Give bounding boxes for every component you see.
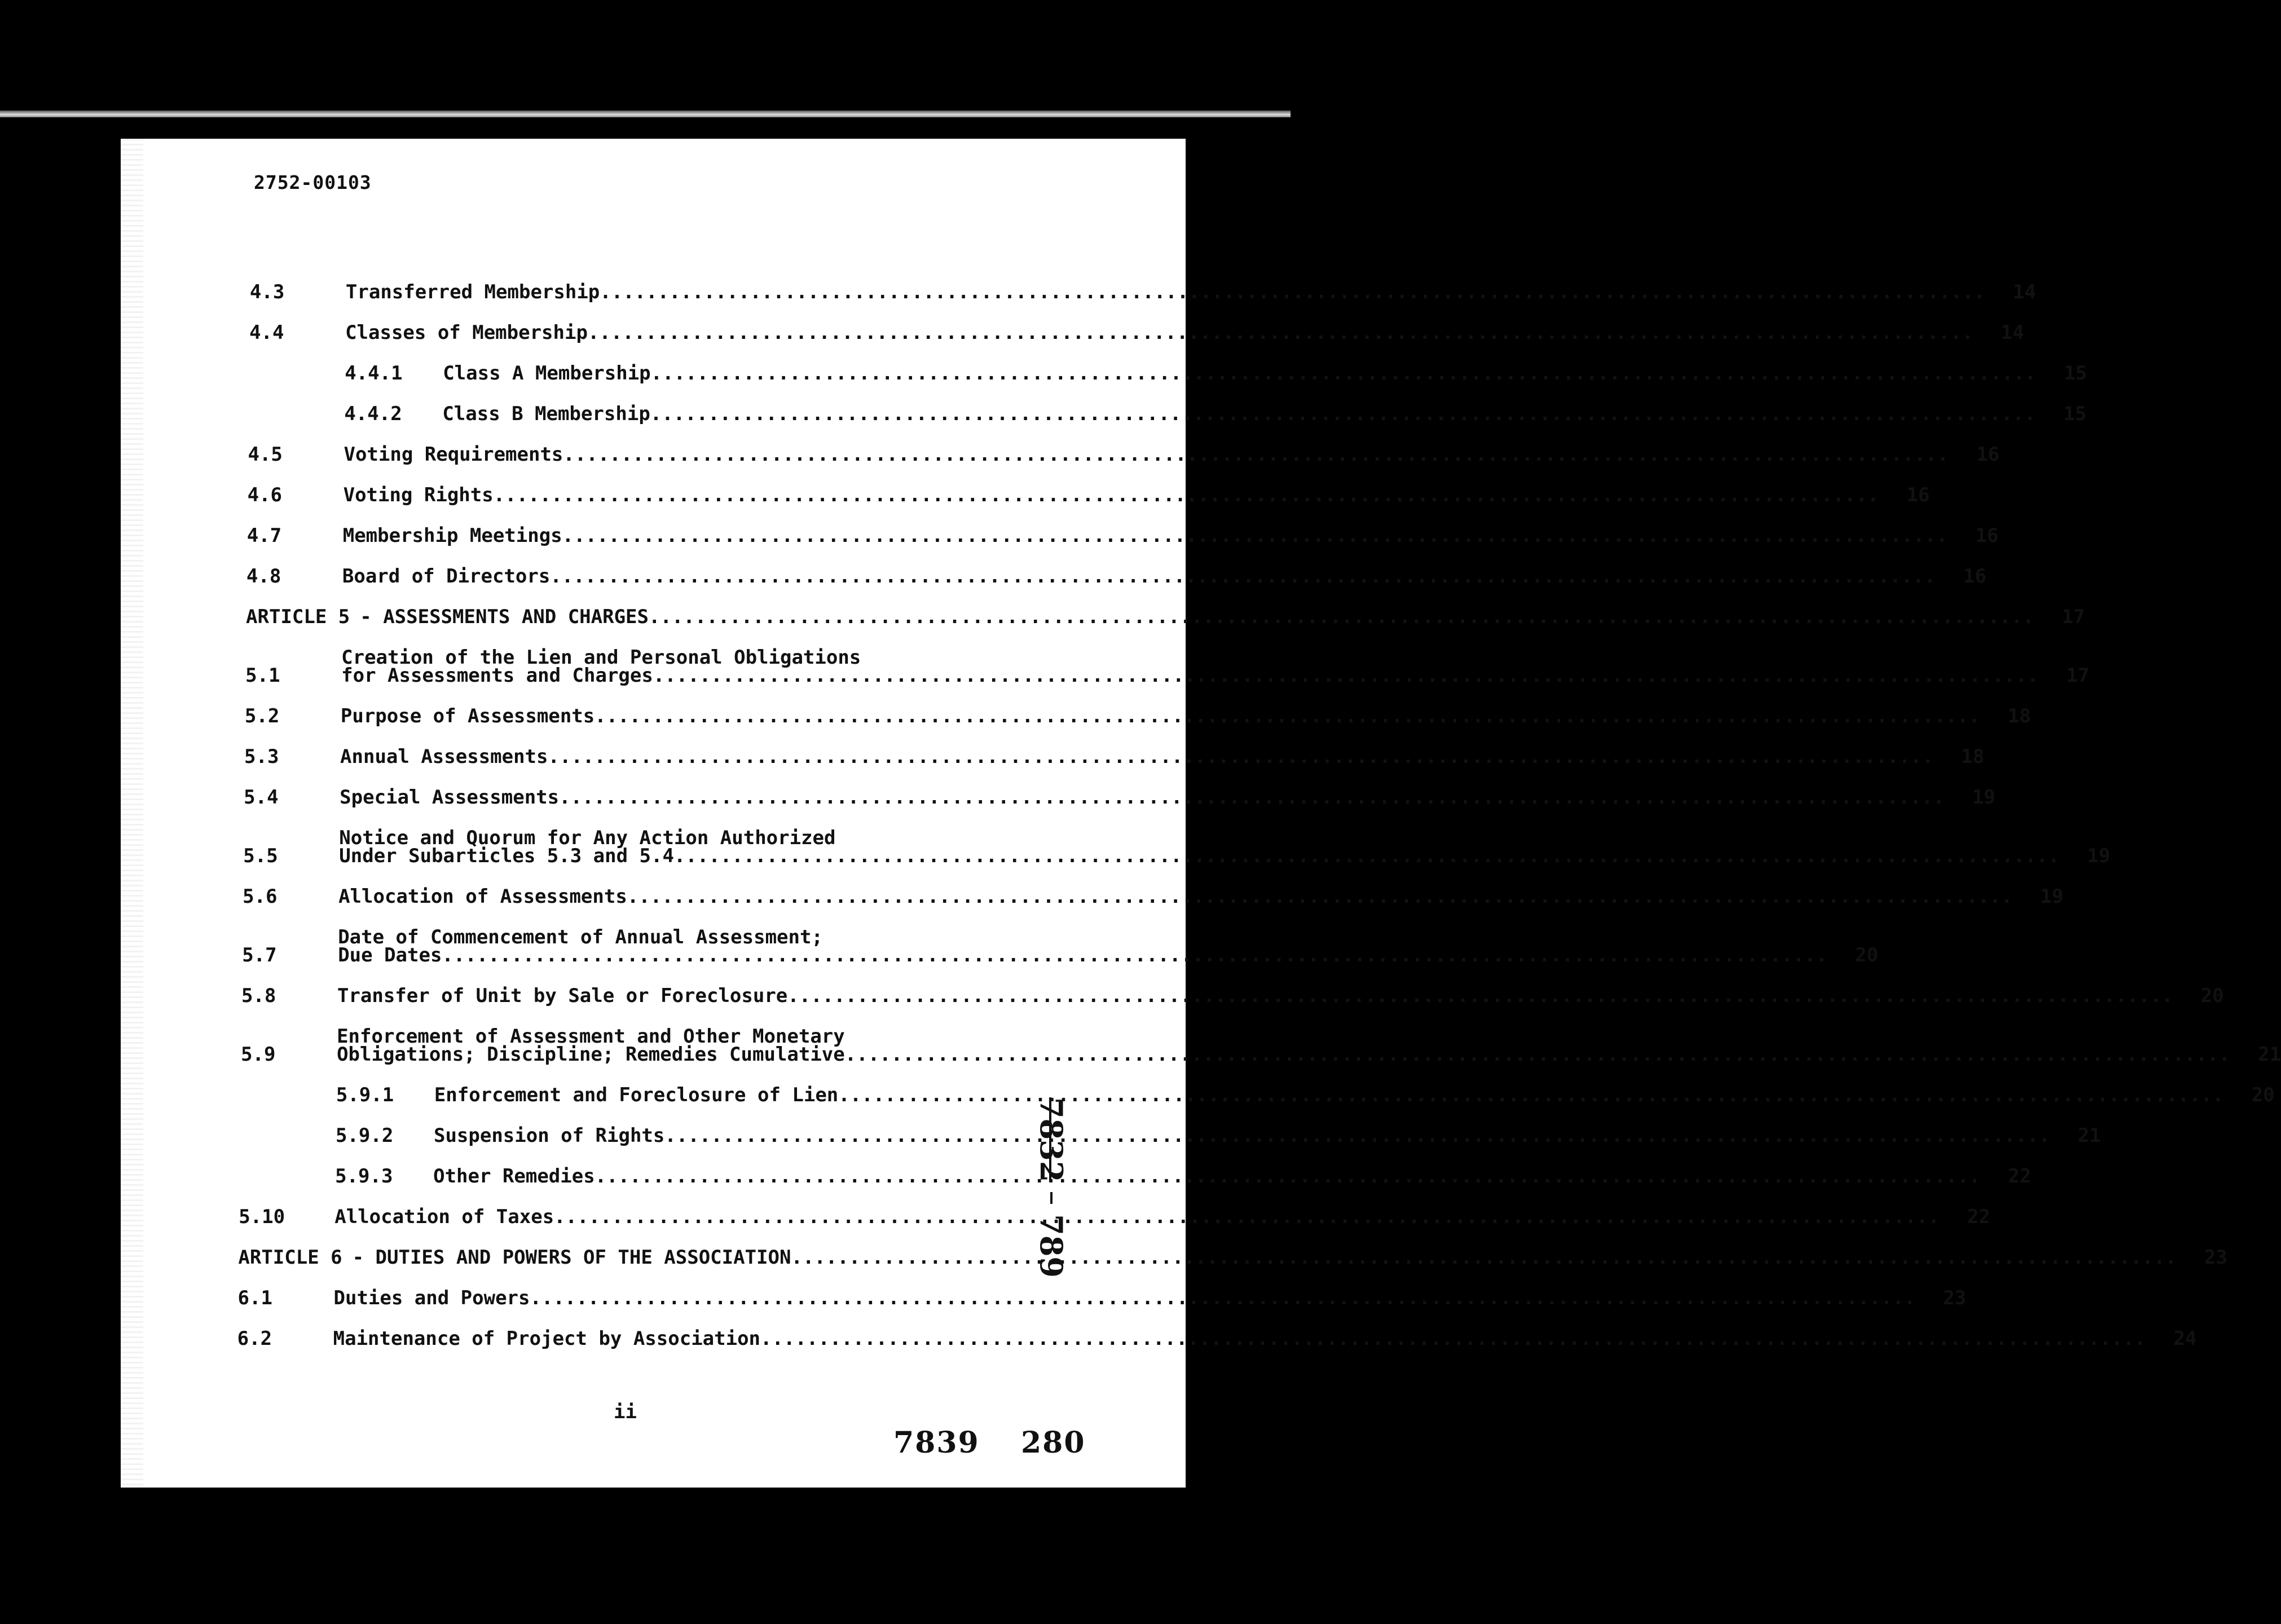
toc-entry-number: 5.5 <box>243 845 278 867</box>
toc-article-entry <box>246 606 2085 628</box>
toc-entry-line <box>352 1246 2177 1269</box>
toc-entry-title-block <box>337 987 2173 1005</box>
toc-entry-line <box>334 1289 1915 1307</box>
toc-entry-title-continued: Due Dates <box>338 944 442 967</box>
toc-entry-page: 23 <box>1943 1287 1966 1309</box>
toc-entry-title: - DUTIES AND POWERS OF THE ASSOCIATION <box>352 1246 791 1269</box>
toc-entry-title: Board of Directors <box>342 565 551 588</box>
toc-entry-title-block <box>433 1165 1980 1188</box>
toc-entry-title: Class B Membership <box>442 403 650 425</box>
toc-entry-title-block <box>340 745 1934 768</box>
toc-entry-number: 5.9.2 <box>335 1124 394 1147</box>
document-id: 2752-00103 <box>254 171 372 193</box>
toc-entry <box>248 443 2000 466</box>
dot-leader <box>664 1127 2050 1145</box>
toc-entry <box>244 786 1996 809</box>
dot-leader <box>550 567 1935 585</box>
dot-leader <box>563 445 1948 464</box>
toc-entry-number: 5.3 <box>244 745 279 768</box>
toc-entry-title: - ASSESSMENTS AND CHARGES <box>360 606 649 628</box>
dot-leader <box>791 1248 2176 1266</box>
toc-entry-title: Class A Membership <box>443 362 651 385</box>
page-number: ii <box>614 1401 637 1423</box>
toc-article-entry <box>238 1246 2227 1269</box>
toc-entry-title: Purpose of Assessments <box>340 705 595 727</box>
toc-entry-page: 21 <box>2077 1124 2101 1147</box>
toc-entry-title-block <box>334 1208 1939 1226</box>
toc-entry-number: 4.6 <box>247 484 283 506</box>
toc-entry-title-block <box>433 1124 2050 1147</box>
document-page <box>121 139 2281 1488</box>
toc-entry <box>249 281 2036 303</box>
toc-entry-line <box>442 405 2036 423</box>
toc-entry-line <box>346 283 1985 301</box>
toc-entry-title-block <box>346 283 1985 301</box>
toc-entry-line <box>337 1043 2230 1066</box>
toc-entry-line <box>344 445 1948 464</box>
dot-leader <box>845 1045 2230 1063</box>
toc-entry-page: 20 <box>2200 985 2224 1007</box>
toc-entry-title: Voting Rights <box>343 484 494 506</box>
toc-entry-page: 18 <box>2007 705 2031 727</box>
toc-entry-page: 16 <box>1976 443 2000 466</box>
toc-entry-title: Allocation of Assessments <box>338 885 627 908</box>
toc-entry-number: 4.7 <box>246 524 282 547</box>
toc-entry-page: 19 <box>2040 885 2064 908</box>
toc-entry-title-block <box>340 786 1944 809</box>
toc-entry-page: 23 <box>2204 1246 2227 1269</box>
toc-entry-title: Maintenance of Project by Association <box>333 1327 761 1350</box>
dot-leader <box>651 364 2036 382</box>
toc-entry-page: 20 <box>2251 1084 2275 1106</box>
toc-entry <box>344 403 2087 425</box>
toc-entry <box>241 1025 2281 1066</box>
dot-leader <box>548 748 1934 766</box>
toc-entry <box>244 705 2031 727</box>
toc-entry-title-continued: Under Subarticles 5.3 and 5.4 <box>339 845 674 867</box>
toc-entry-page: 20 <box>1855 944 1878 967</box>
toc-entry-title: Annual Assessments <box>340 745 548 768</box>
toc-entry-number: 5.4 <box>244 786 279 809</box>
dot-leader <box>562 527 1948 545</box>
toc-entry-title: Other Remedies <box>433 1165 595 1188</box>
toc-entry-title-block <box>442 405 2036 423</box>
toc-entry-number: 5.2 <box>244 705 280 727</box>
toc-entry-title: Date of Commencement of Annual Assessment; <box>338 926 823 948</box>
toc-entry <box>336 1084 2275 1106</box>
toc-entry-title: Transfer of Unit by Sale or Foreclosure <box>337 985 788 1007</box>
margin-note-struck-number: 7832 <box>1033 1097 1069 1182</box>
toc-entry-number: 5.8 <box>241 985 276 1007</box>
dot-leader <box>595 707 1980 725</box>
toc-entry-number: 5.7 <box>242 944 277 967</box>
toc-entry <box>246 565 1987 588</box>
toc-entry-number: 5.9.3 <box>335 1165 393 1188</box>
toc-entry-line <box>433 1124 2050 1147</box>
toc-entry-number: 4.4.1 <box>345 362 403 385</box>
toc-entry-title-block <box>342 524 1948 547</box>
toc-entry-number: ARTICLE 6 <box>238 1246 342 1269</box>
toc-entry-title: Notice and Quorum for Any Action Authorized <box>339 827 836 849</box>
toc-entry-page: 17 <box>2062 606 2085 628</box>
margin-note-rule <box>1050 1192 1053 1204</box>
toc-entry-page: 14 <box>2001 321 2024 344</box>
dot-leader <box>653 667 2038 685</box>
toc-entry-title-continued: Obligations; Discipline; Remedies Cumulative <box>337 1043 845 1066</box>
toc-entry <box>242 926 1878 967</box>
toc-entry-line <box>340 786 1944 809</box>
toc-entry-number: 4.4 <box>249 321 284 344</box>
toc-entry-page: 21 <box>2258 1043 2281 1066</box>
toc-entry <box>345 362 2088 385</box>
toc-entry <box>249 321 2024 344</box>
toc-entry-line <box>338 885 2013 908</box>
toc-entry-page: 16 <box>1906 484 1930 506</box>
toc-entry <box>237 1327 2197 1350</box>
toc-entry-title: Allocation of Taxes <box>334 1206 554 1228</box>
toc-entry-page: 19 <box>2087 845 2111 867</box>
toc-entry-title-block <box>338 926 1828 967</box>
toc-entry-title-block <box>344 486 1879 504</box>
toc-entry-line <box>344 486 1879 504</box>
dot-leader <box>494 486 1879 504</box>
toc-entry-number: 5.9 <box>241 1043 276 1066</box>
dot-leader <box>530 1289 1915 1307</box>
dot-leader <box>600 283 1985 301</box>
toc-entry-line <box>342 565 1936 588</box>
toc-entry-title-block <box>339 829 2059 865</box>
toc-entry-title: Enforcement and Foreclosure of Lien <box>434 1084 839 1106</box>
recording-stamp-page: 280 <box>1021 1426 1086 1460</box>
toc-entry <box>335 1165 2032 1188</box>
toc-entry-title-block <box>341 648 2038 685</box>
recording-stamp-book: 7839 <box>893 1426 980 1460</box>
toc-entry-number: 4.5 <box>248 443 283 466</box>
dot-leader <box>627 888 2013 906</box>
toc-entry-title: Transferred Membership <box>345 281 600 303</box>
toc-entry-page: 24 <box>2173 1327 2197 1350</box>
toc-entry <box>247 484 1930 506</box>
toc-entry-line <box>341 707 1980 725</box>
toc-entry <box>245 646 2090 687</box>
toc-entry-page: 19 <box>1972 786 1996 809</box>
dot-leader <box>787 987 2173 1005</box>
toc-entry-title: Voting Requirements <box>344 443 563 466</box>
toc-entry-line <box>338 944 1828 967</box>
dot-leader <box>760 1330 2146 1348</box>
toc-entry <box>239 1206 1991 1228</box>
toc-entry-title-continued: for Assessments and Charges <box>341 664 653 687</box>
toc-entry-title-block <box>434 1086 2224 1104</box>
table-of-contents <box>121 139 2281 1488</box>
toc-entry-title-block <box>338 885 2013 908</box>
dot-leader <box>674 847 2059 865</box>
toc-entry-line <box>339 847 2059 865</box>
toc-entry-line <box>341 664 2038 687</box>
toc-entry-line <box>360 608 2034 626</box>
toc-entry-line <box>342 524 1948 547</box>
toc-entry-page: 15 <box>2064 362 2088 385</box>
toc-entry-title: Membership Meetings <box>342 524 562 547</box>
toc-entry-title-block <box>443 362 2036 385</box>
toc-entry-title: Creation of the Lien and Personal Obligations <box>341 646 861 669</box>
toc-entry-line <box>443 362 2036 385</box>
toc-entry-title: Suspension of Rights <box>433 1124 665 1147</box>
toc-entry-line <box>337 987 2173 1005</box>
dot-leader <box>442 946 1827 964</box>
toc-entry-number: 6.2 <box>237 1327 272 1350</box>
toc-entry-page: 18 <box>1961 745 1984 768</box>
toc-entry-title-block <box>334 1289 1915 1307</box>
dot-leader <box>649 608 2034 626</box>
toc-entry-number: 4.8 <box>246 565 281 588</box>
toc-entry-page: 17 <box>2066 664 2090 687</box>
toc-entry-title-block <box>337 1025 2230 1066</box>
toc-entry-line <box>333 1327 2146 1350</box>
toc-entry-number: ARTICLE 5 <box>246 606 350 628</box>
toc-entry-number: 5.10 <box>239 1206 285 1228</box>
toc-entry-number: 5.1 <box>245 664 280 687</box>
toc-entry-title-block <box>345 321 1973 344</box>
toc-entry-page: 15 <box>2063 403 2087 425</box>
toc-entry-line <box>433 1165 1980 1188</box>
toc-entry <box>246 524 1999 547</box>
toc-entry <box>244 745 1984 768</box>
toc-entry-title: Special Assessments <box>340 786 560 809</box>
toc-entry <box>237 1287 1966 1309</box>
dot-leader <box>595 1167 1980 1185</box>
toc-entry <box>241 985 2224 1007</box>
toc-entry-page: 14 <box>2013 281 2036 303</box>
toc-entry-title: Enforcement of Assessment and Other Monetary <box>337 1025 845 1048</box>
toc-entry-number: 5.6 <box>243 885 278 908</box>
toc-entry-line <box>434 1086 2224 1104</box>
toc-entry-title-block <box>360 608 2034 626</box>
toc-entry-line <box>345 321 1973 344</box>
toc-entry-number: 4.3 <box>249 281 285 303</box>
scanner-edge <box>0 111 1291 117</box>
toc-entry-title-block <box>341 707 1980 725</box>
toc-entry-line <box>334 1208 1939 1226</box>
toc-entry-number: 6.1 <box>237 1287 272 1309</box>
toc-entry-line <box>340 745 1934 768</box>
toc-entry <box>243 885 2064 908</box>
dot-leader <box>559 788 1944 806</box>
toc-entry-number: 5.9.1 <box>336 1084 394 1106</box>
toc-entry <box>335 1124 2101 1147</box>
toc-entry-page: 22 <box>2008 1165 2032 1188</box>
toc-entry-page: 22 <box>1967 1206 1991 1228</box>
toc-entry-title: Classes of Membership <box>345 321 588 344</box>
margin-note-number: 789 <box>1033 1214 1069 1278</box>
toc-entry-page: 16 <box>1975 524 1999 547</box>
toc-entry-title-block <box>344 445 1948 464</box>
toc-entry-title-block <box>342 565 1936 588</box>
toc-entry-page: 16 <box>1963 565 1987 588</box>
toc-entry-title-block <box>333 1327 2146 1350</box>
toc-entry <box>243 827 2111 867</box>
dot-leader <box>588 324 1973 342</box>
toc-entry-title-block <box>352 1246 2177 1269</box>
handwritten-margin-note <box>1023 1097 1080 1278</box>
toc-entry-title: Duties and Powers <box>333 1287 530 1309</box>
dot-leader <box>650 405 2036 423</box>
dot-leader <box>554 1208 1939 1226</box>
toc-entry-number: 4.4.2 <box>344 403 402 425</box>
